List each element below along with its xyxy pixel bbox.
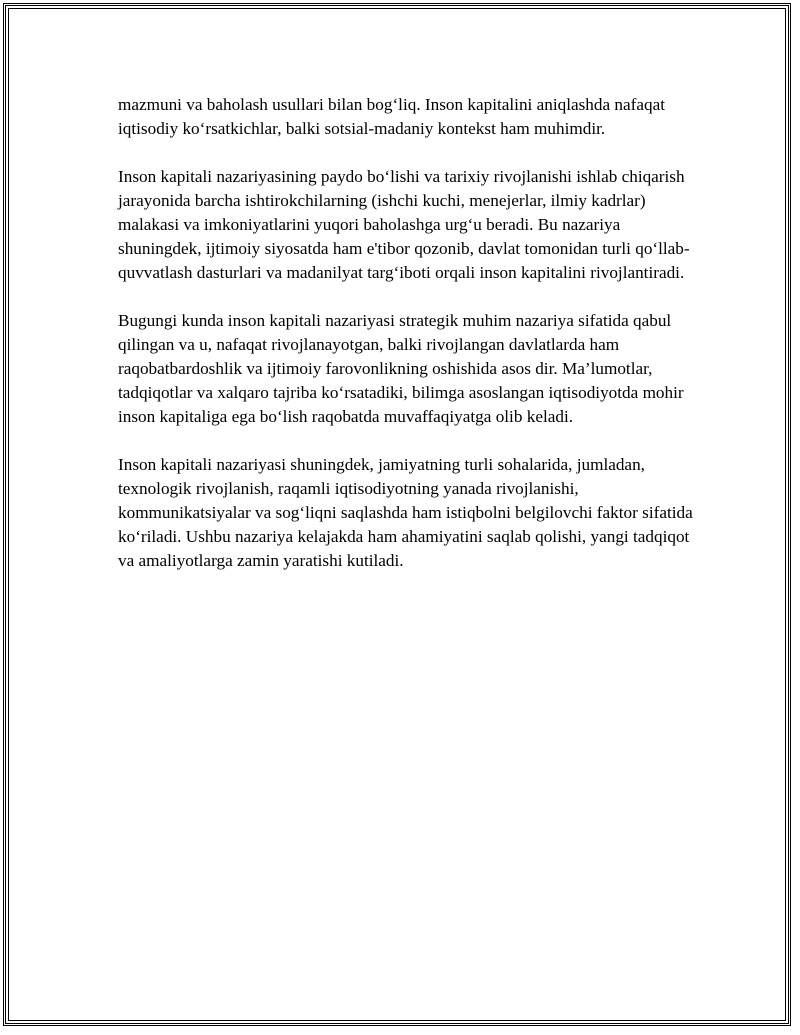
paragraph-4: Inson kapitali nazariyasi shuningdek, jamiyatning turli sohalarida, jumladan, texnologik rivojlanish, raqamli iqtisodiyotning yanada rivojlanishi, kommunikatsiyalar va sog‘liqni saqlashda ham istiqbolni belgilovchi faktor sifatida ko‘riladi. Ushbu nazariya kelajakda ham ahamiyatini saqlab qolishi, yangi tadqiqot va amaliyotlarga zamin yaratishi kutiladi. (118, 455, 693, 570)
paragraph-3: Bugungi kunda inson kapitali nazariyasi strategik muhim nazariya sifatida qabul qilingan va u, nafaqat rivojlanayotgan, balki rivojlangan davlatlarda ham raqobatbardoshlik va ijtimoiy farovonlikning oshishida asos dir. Ma’lumotlar, tadqiqotlar va xalqaro tajriba ko‘rsatadiki, bilimga asoslangan iqtisodiyotda mohir inson kapitaliga ega bo‘lish raqobatda muvaffaqiyatga olib keladi. (118, 311, 684, 426)
paragraph-2: Inson kapitali nazariyasining paydo bo‘lishi va tarixiy rivojlanishi ishlab chiqarish jarayonida barcha ishtirokchilarning (ishchi kuchi, menejerlar, ilmiy kadrlar) malakasi va imkoniyatlarini yuqori baholashga urg‘u beradi. Bu nazariya shuningdek, ijtimoiy siyosatda ham e'tibor qozonib, davlat tomonidan turli qo‘llab-quvvatlash dasturlari va madanilyat targ‘iboti orqali inson kapitalini rivojlantiradi. (118, 167, 690, 282)
document-body (118, 93, 698, 597)
paragraph-1: mazmuni va baholash usullari bilan bog‘liq. Inson kapitalini aniqlashda nafaqat iqtisodiy ko‘rsatkichlar, balki sotsial-madaniy kontekst ham muhimdir. (118, 95, 665, 138)
